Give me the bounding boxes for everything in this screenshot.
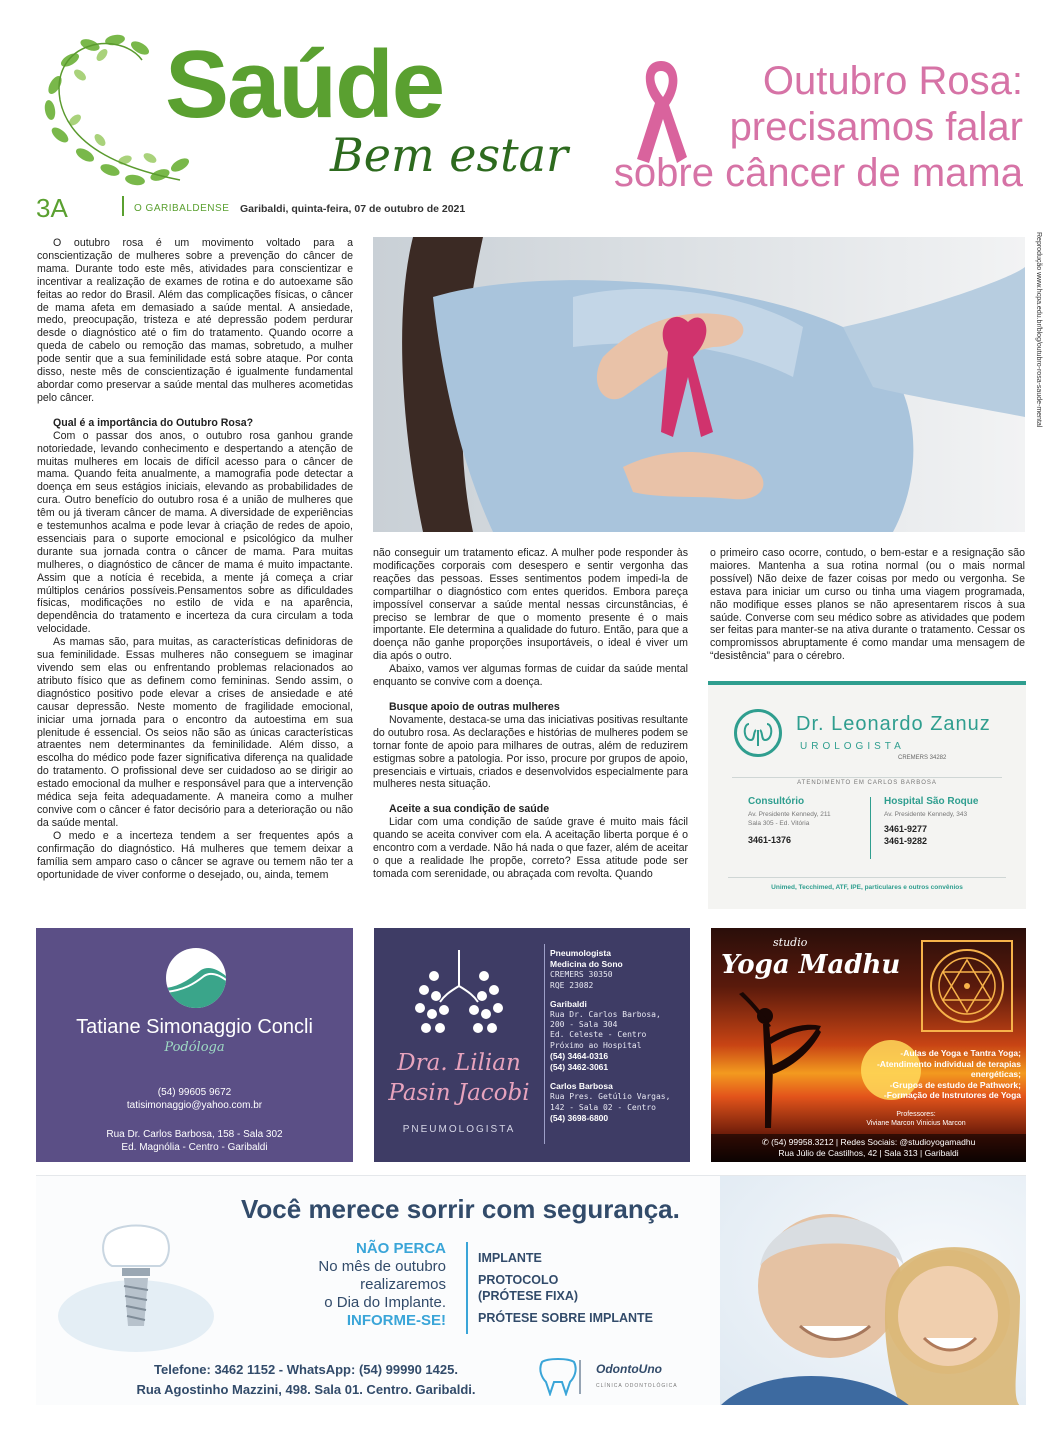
detail-line: RQE 23082 bbox=[550, 980, 594, 990]
detail-heading: Pneumologista bbox=[550, 948, 611, 958]
doctor-name bbox=[374, 1048, 544, 1108]
ad-headline: Você merece sorrir com segurança. bbox=[241, 1194, 680, 1224]
article-subheading: Aceite a sua condição de saúde bbox=[389, 803, 550, 816]
doctor-details bbox=[550, 948, 685, 1124]
detail-line: 142 - Sala 02 - Centro bbox=[550, 1102, 656, 1112]
doctor-name-line: Dra. Lilian bbox=[397, 1050, 521, 1076]
article-column-1 bbox=[37, 237, 353, 907]
doctor-crm: CREMERS 34282 bbox=[898, 755, 947, 761]
address-line: Rua Dr. Carlos Barbosa, 158 - Sala 302 bbox=[106, 1129, 283, 1140]
podiatrist-address bbox=[36, 1128, 353, 1154]
phone: (54) 3698-6800 bbox=[550, 1112, 609, 1123]
service-location: ATENDIMENTO EM CARLOS BARBOSA bbox=[732, 777, 1002, 786]
office-info bbox=[748, 797, 878, 846]
doctor-name-line: Pasin Jacobi bbox=[388, 1080, 530, 1106]
article-column-2 bbox=[373, 547, 688, 897]
contact-line: ✆ (54) 99958.3212 | Redes Sociais: @studioyogamadhu bbox=[761, 1137, 976, 1147]
studio-contact bbox=[711, 1134, 1026, 1162]
article-subheading: Busque apoio de outras mulheres bbox=[389, 700, 560, 713]
lungs-icon bbox=[404, 946, 514, 1046]
foot-logo-icon bbox=[166, 948, 226, 1008]
article-paragraph: As mamas são, para muitas, as características definidoras de sua feminilidade. Essas mulheres não conseguem se imaginar vivendo sem elas ou enfrentando problemas relacionados ao atributo físico que as definem como femininas. Sendo assim, o diagnóstico positivo pode elevar a crises de ansiedade e até causar depressão. Neste momento de fragilidade emocional, iniciar uma jornada para o encontro da autoestima em sua plenitude é essencial. Os seios não são as únicas características atraentes nem determinantes da feminilidade. Além disso, a escolha do médico pode fazer significativa diferença na qualidade do tratamento. O profissional deve ser cuidadoso ao se dirigir ao estado emocional da mulher e responsável para que a intervenção médica seja feita adequadamente. A maneira como a mulher convive com o câncer é fator decisório para a deterioração ou não da saúde mental. bbox=[37, 636, 353, 829]
detail-heading: Medicina do Sono bbox=[550, 959, 623, 970]
teachers-label: Professores: bbox=[896, 1111, 936, 1118]
article-paragraph: Com o passar dos anos, o outubro rosa ganhou grande notoriedade, levando conhecimento e despertando a atenção de muitas mulheres em locais de difícil acesso para o câncer de mama. Quando feita anualmente, a mamografia pode detectar a doença em seus estágios iniciais, elevando as probabilidades de cura. Outro benefício do outubro rosa é a união de mulheres que têm ou já tiveram câncer de mama. A diversidade de experiências e testemunhos acalma e pode levar à criação de redes de apoio, essenciais para o suporte emocional e psicológico da mulher durante sua jornada contra o câncer de mama. Para muitas mulheres, o diagnóstico de câncer de mama é muito impactante. Assim que a notícia é recebida, a mente já começa a criar múltiplos cenários possíveis.Pensamentos sobre as dificuldades físicas, modificações no estilo de vida e na aparência, dependência do tratamento e incerteza da cura circulam a toda velocidade. bbox=[37, 429, 353, 636]
place-address: Sala 305 - Ed. Vitória bbox=[748, 820, 810, 827]
services-list bbox=[478, 1250, 653, 1332]
dateline: Garibaldi, quinta-feira, 07 de outubro de 2021 bbox=[240, 203, 466, 215]
place-title: Consultório bbox=[748, 796, 805, 807]
promo-line: INFORME-SE! bbox=[346, 1312, 446, 1329]
city-heading: Garibaldi bbox=[550, 998, 587, 1009]
article-subheading: Qual é a importância do Outubro Rosa? bbox=[53, 416, 254, 429]
article-paragraph: Lidar com uma condição de saúde grave é muito mais fácil quando se aceita conviver com ela. A aceitação liberta porque é o encontro com a verdade. Não há nada o que fazer, além de aceitar o que a realidade lhe propõe, correto? Essa atitude pode ser tomada com serenidade, ou abraçada com revolta. Quando bbox=[373, 816, 688, 880]
detail-line: 200 - Sala 304 bbox=[550, 1020, 618, 1030]
ad-podiatrist bbox=[36, 928, 353, 1162]
place-address: Av. Presidente Kennedy, 343 bbox=[884, 811, 968, 818]
studio-label: studio bbox=[773, 936, 808, 949]
headline-line: sobre câncer de mama bbox=[613, 151, 1023, 195]
phone: (54) 3462-3061 bbox=[550, 1062, 609, 1073]
clinic-contact bbox=[96, 1360, 516, 1400]
promo-line: realizaremos bbox=[360, 1276, 446, 1293]
detail-line: Ed. Celeste - Centro bbox=[550, 1030, 647, 1040]
separator bbox=[466, 1242, 468, 1334]
podiatrist-title: Podóloga bbox=[164, 1040, 225, 1055]
doctor-name: Dr. Leonardo Zanuz bbox=[796, 713, 991, 735]
article-paragraph: O medo e a incerteza tendem a ser frequentes após a confirmação do diagnóstico. Há mulheres que temem deixar a família sem amparo caso o câncer se agrave ou temem não ter a oportunidade de viver conforme o desejado, ou, ainda, temem bbox=[37, 829, 353, 881]
page-number: 3A bbox=[36, 193, 68, 223]
place-phone: 3461-1376 bbox=[748, 835, 792, 845]
masthead bbox=[30, 20, 570, 200]
ad-yoga-studio bbox=[711, 928, 1026, 1162]
article-paragraph: O outubro rosa é um movimento voltado para a conscientização de mulheres sobre a prevenção do câncer de mama. Durante todo este mês, atividades para conscientizar e incentivar a realização de exames de rotina e do autoexame são feitas ao redor do Brasil. Além das complicações físicas, o câncer de mama afeta em demasiado a saúde mental. A ansiedade, medo, preocupação, tristeza e até depressão podem perdurar desde o diagnóstico até o fim do tratamento. Quando ocorre a queda de cabelo ou remoção das mamas, sobretudo, a mulher pode sentir que a sua feminilidade está sobre ataque. Por conta disso, neste mês de conscientização é igualmente fundamental abordar como preservar a saúde mental das mulheres acometidas pelo câncer. bbox=[37, 237, 353, 404]
separator bbox=[870, 797, 871, 859]
masthead-subtitle: Bem estar bbox=[330, 128, 568, 182]
masthead-title: Saúde bbox=[165, 31, 444, 138]
ad-dental-clinic bbox=[36, 1175, 1026, 1405]
detail-line: Rua Pres. Getúlio Vargas, bbox=[550, 1092, 671, 1102]
service-item: energéticas; bbox=[970, 1069, 1021, 1079]
podiatrist-name: Tatiane Simonaggio Concli bbox=[76, 1016, 313, 1038]
place-phone: 3461-9282 bbox=[884, 836, 928, 846]
service-item: PROTOCOLO bbox=[478, 1273, 559, 1287]
article-paragraph: não conseguir um tratamento eficaz. A mulher pode responder às modificações corporais com desespero e sentir vergonha das reações das pessoas. Esses sentimentos podem impedi-la de compartilhar o diagnóstico com entes queridos. Embora pareça impossível conservar a saúde mental nessas circunstâncias, é preciso se lembrar de que o momento presente é o mais importante. Ele determina a qualidade do futuro. Então, para que a doença não ganhe proporções insuportáveis, o ideal é viver um dia após o outro. bbox=[373, 547, 688, 663]
kidney-logo-icon bbox=[734, 709, 782, 757]
service-item: -Atendimento individual de terapias bbox=[876, 1058, 1021, 1069]
phone: (54) 3464-0316 bbox=[550, 1050, 609, 1061]
headline-line: Outubro Rosa: bbox=[762, 59, 1023, 103]
promo-line: o Dia do Implante. bbox=[324, 1294, 446, 1311]
podiatrist-contact bbox=[36, 1086, 353, 1112]
tooth-implant-icon bbox=[56, 1216, 216, 1356]
newspaper-name: O GARIBALDENSE bbox=[134, 203, 230, 214]
article-paragraph: Abaixo, vamos ver algumas formas de cuidar da saúde mental enquanto se convive com a doença. bbox=[373, 663, 688, 689]
doctor-specialty: UROLOGISTA bbox=[800, 741, 905, 752]
insurers: Unimed, Tecchimed, ATF, IPE, particulares e outros convênios bbox=[728, 877, 1006, 891]
detail-line: Próximo ao Hospital bbox=[550, 1040, 642, 1050]
doctor-specialty: PNEUMOLOGISTA bbox=[402, 1124, 516, 1135]
yoga-pose-silhouette bbox=[725, 988, 835, 1138]
service-item: IMPLANTE bbox=[478, 1251, 542, 1265]
address-line: Rua Agostinho Mazzini, 498. Sala 01. Centro. Garibaldi. bbox=[136, 1382, 476, 1397]
clinic-brand-subtitle: CLÍNICA ODONTOLÓGICA bbox=[596, 1383, 678, 1389]
smiling-couple-photo bbox=[720, 1176, 1026, 1405]
phone: (54) 99605 9672 bbox=[157, 1087, 232, 1098]
page-bar bbox=[30, 193, 1030, 223]
service-item: (PRÓTESE FIXA) bbox=[478, 1289, 579, 1303]
place-phone: 3461-9277 bbox=[884, 824, 928, 834]
article-photo bbox=[373, 237, 1025, 532]
service-item: -Formação de Instrutores de Yoga bbox=[883, 1090, 1021, 1100]
address-line: Ed. Magnólia - Centro - Garibaldi bbox=[121, 1142, 268, 1153]
headline bbox=[563, 58, 1023, 196]
services-list bbox=[821, 1048, 1021, 1101]
hospital-info bbox=[884, 797, 1014, 847]
detail-line: Rua Dr. Carlos Barbosa, bbox=[550, 1010, 661, 1020]
separator bbox=[544, 944, 545, 1144]
photo-credit bbox=[1030, 232, 1042, 428]
mandala-icon bbox=[917, 936, 1017, 1036]
promo-line: No mês de outubro bbox=[318, 1258, 446, 1275]
ad-urologist bbox=[708, 681, 1026, 909]
city-heading: Carlos Barbosa bbox=[550, 1081, 613, 1092]
tooth-logo-icon bbox=[528, 1356, 588, 1396]
place-title: Hospital São Roque bbox=[884, 796, 979, 807]
service-item: -Aulas de Yoga e Tantra Yoga; bbox=[900, 1048, 1021, 1058]
teachers-names: Viviane Marcon Vinicius Marcon bbox=[866, 1120, 966, 1127]
article-paragraph: Novamente, destaca-se uma das iniciativas positivas resultante do outubro rosa. As declarações e histórias de mulheres podem se tornar fonte de apoio para milhares de outras, além de reduzirem estigmas sobre a patologia. Por isso, procure por grupos de apoio, presenciais e virtuais, criados e desenvolvidos especialmente para mulheres nesta situação. bbox=[373, 713, 688, 791]
email: tatisimonaggio@yahoo.com.br bbox=[126, 1100, 263, 1111]
article-paragraph: o primeiro caso ocorre, contudo, o bem-estar e a resignação são maiores. Mantenha a sua rotina normal (ou o mais normal possível) Não deixe de fazer coisas por medo ou vergonha. Se estava para iniciar um curso ou tinha uma viagem programada, não modifique esses planos se não apresentarem riscos à sua saúde. Converse com seu médico sobre as atividades que podem ser feitas para manter-se na ativa durante o tratamento. Cessar os compromissos abruptamente é como mandar uma mensagem de “desistência” para o cérebro. bbox=[710, 547, 1025, 663]
promo-line: NÃO PERCA bbox=[355, 1240, 446, 1257]
ad-pulmonologist bbox=[374, 928, 690, 1162]
clinic-brand: OdontoUno bbox=[596, 1362, 662, 1376]
detail-line: CREMERS 30350 bbox=[550, 970, 613, 980]
promo-text bbox=[241, 1240, 446, 1330]
service-item: PRÓTESE SOBRE IMPLANTE bbox=[478, 1311, 654, 1325]
photo-credit-text: Reprodução www.hcpa.edu.br/blog/outubro-rosa-saude-mental bbox=[1035, 232, 1042, 428]
article-column-3 bbox=[710, 547, 1025, 677]
service-item: -Grupos de estudo de Pathwork; bbox=[889, 1079, 1021, 1090]
address-line: Rua Júlio de Castilhos, 42 | Sala 313 | Garibaldi bbox=[778, 1148, 959, 1158]
separator bbox=[122, 196, 124, 216]
headline-line: precisamos falar bbox=[729, 105, 1023, 149]
place-address: Av. Presidente Kennedy, 211 bbox=[748, 811, 831, 818]
teachers bbox=[821, 1110, 1011, 1128]
studio-name: Yoga Madhu bbox=[721, 950, 901, 980]
ribbon-photo-illustration bbox=[373, 237, 1025, 532]
contact-line: Telefone: 3462 1152 - WhatsApp: (54) 99990 1425. bbox=[154, 1362, 458, 1377]
